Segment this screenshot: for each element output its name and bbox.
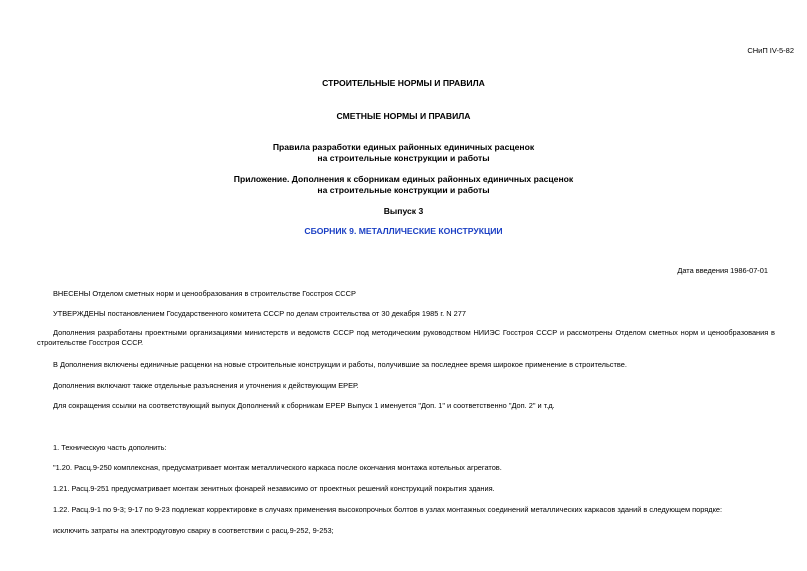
paragraph-developed: Дополнения разработаны проектными организациями министерств и ведомств СССР под методическим руководством НИИЭС Госстроя СССР и рассмотрены Отделом сметных норм и ценообразования в строительстве Госстроя СССР. xyxy=(37,328,775,347)
intro-date: Дата введения 1986-07-01 xyxy=(677,266,768,275)
paragraph-clarifications: Дополнения включают также отдельные разъяснения и уточнения к действующим ЕРЕР. xyxy=(53,381,359,390)
paragraph-approved: УТВЕРЖДЕНЫ постановлением Государственного комитета СССР по делам строительства от 30 декабря 1985 г. N 277 xyxy=(53,309,466,318)
collection-title: СБОРНИК 9. МЕТАЛЛИЧЕСКИЕ КОНСТРУКЦИИ xyxy=(304,226,503,236)
paragraph-included: В Дополнения включены единичные расценки на новые строительные конструкции и работы, получившие за последнее время широкое применение в строительстве. xyxy=(53,360,627,369)
main-title: СТРОИТЕЛЬНЫЕ НОРМЫ И ПРАВИЛА xyxy=(322,78,485,88)
issue-title: Выпуск 3 xyxy=(383,206,424,216)
appendix-title-line1: Приложение. Дополнения к сборникам единых районных единичных расценок xyxy=(233,174,574,184)
paragraph-exclude-welding: исключить затраты на электродуговую сварку в соответствии с расц.9-252, 9-253; xyxy=(53,526,334,535)
paragraph-1-20: "1.20. Расц.9-250 комплексная, предусматривает монтаж металлического каркаса после окончания монтажа котельных агрегатов. xyxy=(53,463,502,472)
paragraph-abbreviation: Для сокращения ссылки на соответствующий выпуск Дополнений к сборникам ЕРЕР Выпуск 1 именуется "Доп. 1" и соответственно "Доп. 2" и т.д. xyxy=(53,401,555,410)
paragraph-section-1: 1. Техническую часть дополнить: xyxy=(53,443,167,452)
appendix-title-line2: на строительные конструкции и работы xyxy=(317,185,490,195)
sub-title: СМЕТНЫЕ НОРМЫ И ПРАВИЛА xyxy=(336,111,471,121)
rules-title-line1: Правила разработки единых районных единичных расценок xyxy=(272,142,535,152)
document-code: СНиП IV-5-82 xyxy=(747,46,794,55)
paragraph-1-21: 1.21. Расц.9-251 предусматривает монтаж зенитных фонарей независимо от проектных решений конструкций покрытия здания. xyxy=(53,484,495,493)
rules-title-line2: на строительные конструкции и работы xyxy=(317,153,490,163)
paragraph-introduced: ВНЕСЕНЫ Отделом сметных норм и ценообразования в строительстве Госстроя СССР xyxy=(53,289,356,298)
paragraph-1-22: 1.22. Расц.9-1 по 9-3; 9-17 по 9-23 подлежат корректировке в случаях применения высокопрочных болтов в узлах монтажных соединений металлических каркасов зданий в следующем порядке: xyxy=(53,505,723,514)
